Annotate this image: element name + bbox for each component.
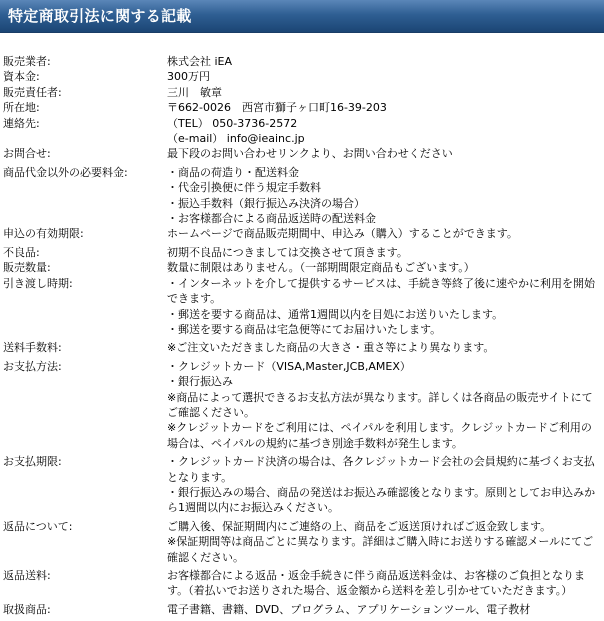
row-value bbox=[167, 260, 600, 275]
value-line: ※ご注文いただきました商品の大きさ・重さ等により異なります。 bbox=[167, 341, 495, 355]
info-row bbox=[0, 116, 604, 147]
row-value bbox=[167, 100, 600, 115]
row-label: 連絡先: bbox=[3, 116, 40, 130]
row-label: 不良品: bbox=[3, 245, 40, 259]
row-label: 資本金: bbox=[3, 70, 40, 84]
info-row bbox=[0, 245, 604, 260]
row-value bbox=[167, 165, 600, 227]
row-value bbox=[167, 568, 600, 599]
value-line: ・郵送を要する商品は宅急便等にてお届けいたします。 bbox=[167, 322, 442, 336]
value-line: ホームページで商品販売期間中、申込み（購入）することができます。 bbox=[167, 227, 518, 241]
row-label: 返品送料: bbox=[3, 569, 51, 582]
value-line: ・代金引換便に伴う規定手数料 bbox=[167, 181, 321, 195]
row-value bbox=[167, 454, 600, 516]
row-label: 取扱商品: bbox=[3, 602, 51, 616]
info-row bbox=[0, 260, 604, 275]
value-line: （e-mail） info@ieainc.jp bbox=[167, 132, 305, 146]
value-line: ご購入後、保証期間内にご連絡の上、商品をご返送頂ければご返金致します。 bbox=[167, 519, 552, 533]
row-label: 販売数量: bbox=[3, 261, 51, 275]
value-line: ・インターネットを介して提供するサービスは、手続き等終了後に速やかに利用を開始できます。 bbox=[167, 276, 596, 306]
row-value bbox=[167, 69, 600, 84]
row-value bbox=[167, 85, 600, 100]
value-line: ・クレジットカード決済の場合は、各クレジットカード会社の会員規約に基づくお支払となります。 bbox=[167, 455, 595, 484]
info-row bbox=[0, 69, 604, 84]
row-label: 販売責任者: bbox=[3, 85, 62, 99]
info-row bbox=[0, 519, 604, 565]
row-label: 返品について: bbox=[3, 519, 73, 533]
value-line: ・商品の荷造り・配送料金 bbox=[167, 165, 299, 179]
info-row bbox=[0, 276, 604, 338]
value-line: ・お客様都合による商品返送時の配送料金 bbox=[167, 212, 376, 226]
row-label: お問合せ: bbox=[3, 147, 51, 161]
row-label: 送料手数料: bbox=[3, 341, 62, 355]
row-value bbox=[167, 116, 600, 147]
row-value bbox=[167, 54, 600, 69]
section-header bbox=[0, 0, 604, 33]
row-label: お支払期限: bbox=[3, 455, 62, 469]
info-row bbox=[0, 359, 604, 451]
value-line: ※保証期間等は商品ごとに異なります。詳細はご購入時にお送りする確認メールにてご確認ください。 bbox=[167, 535, 594, 564]
info-row bbox=[0, 226, 604, 241]
row-value bbox=[167, 359, 600, 451]
row-label: 引き渡し時期: bbox=[3, 276, 73, 290]
value-line: ・郵送を要する商品は、通常1週間以内を目処にお送りいたします。 bbox=[167, 307, 504, 321]
value-line: 数量に制限はありません。（一部期間限定商品もございます。） bbox=[167, 261, 475, 275]
value-line: ※商品によって選択できるお支払方法が異なります。詳しくは各商品の販売サイトにてご確認ください。 bbox=[167, 390, 593, 419]
value-line: 電子書籍、書籍、DVD、プログラム、アプリケーションツール、電子教材 bbox=[167, 602, 531, 616]
page-title: 特定商取引法に関する記載 bbox=[8, 7, 192, 25]
row-label: 商品代金以外の必要料金: bbox=[3, 165, 128, 179]
value-line: 300万円 bbox=[167, 70, 210, 84]
value-line: 株式会社 iEA bbox=[167, 55, 233, 68]
value-line: 初期不良品につきましては交換させて頂きます。 bbox=[167, 245, 408, 259]
value-line: （TEL） 050-3736-2572 bbox=[167, 116, 298, 130]
value-line: 最下段のお問い合わせリンクより、お問い合わせください bbox=[167, 147, 453, 161]
value-line: ・銀行振込み bbox=[167, 375, 233, 389]
row-value bbox=[167, 602, 600, 617]
info-row bbox=[0, 602, 604, 617]
info-row bbox=[0, 568, 604, 599]
row-value bbox=[167, 226, 600, 241]
info-row bbox=[0, 146, 604, 161]
info-row bbox=[0, 165, 604, 227]
info-row bbox=[0, 454, 604, 516]
info-row bbox=[0, 100, 604, 115]
value-line: 〒662-0026 西宮市獅子ヶ口町16-39-203 bbox=[167, 101, 387, 115]
info-row bbox=[0, 340, 604, 355]
value-line: ・振込手数料（銀行振込み決済の場合） bbox=[167, 196, 365, 210]
info-row bbox=[0, 85, 604, 100]
row-label: 販売業者: bbox=[3, 55, 51, 68]
value-line: 三川 敏章 bbox=[167, 85, 222, 99]
row-label: 申込の有効期限: bbox=[3, 227, 84, 241]
info-row bbox=[0, 54, 604, 69]
row-value bbox=[167, 276, 600, 338]
row-value bbox=[167, 146, 600, 161]
row-label: 所在地: bbox=[3, 101, 40, 115]
row-value bbox=[167, 340, 600, 355]
value-line: お客様都合による返品・返金手続きに伴う商品返送料金は、お客様のご負担となります。（着払いでお送りされた場合、返金額から送料を差し引かせていただきます。） bbox=[167, 569, 585, 598]
row-label: お支払方法: bbox=[3, 359, 62, 373]
row-value bbox=[167, 245, 600, 260]
value-line: ※クレジットカードをご利用には、ペイパルを利用します。クレジットカードご利用の場合は、ペイパルの規約に基づき別途手数料が発生します。 bbox=[167, 421, 592, 450]
row-value bbox=[167, 519, 600, 565]
value-line: ・クレジットカード（VISA,Master,JCB,AMEX） bbox=[167, 359, 411, 373]
legal-info-table bbox=[0, 54, 604, 617]
value-line: ・銀行振込みの場合、商品の発送はお振込み確認後となります。原則としてお申込みから1週間以内にお振込みください。 bbox=[167, 485, 596, 515]
